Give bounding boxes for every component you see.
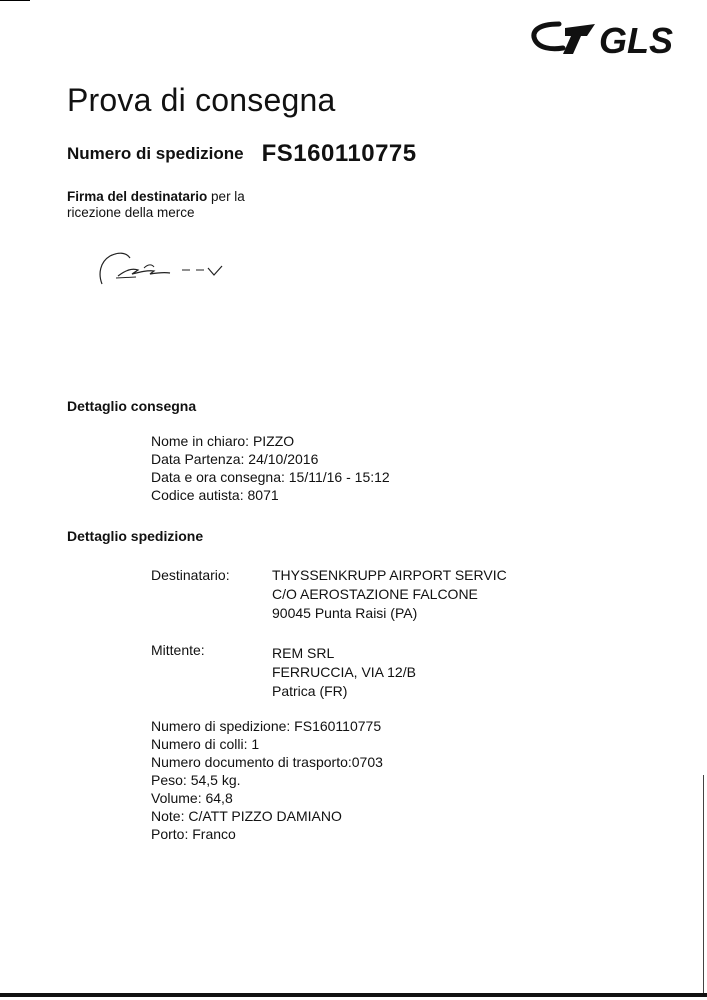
signature-label-rest: per la (207, 189, 245, 204)
sender-address (272, 644, 416, 701)
sender-line: FERRUCCIA, VIA 12/B (272, 664, 416, 680)
shipment-number-value: FS160110775 (261, 140, 417, 167)
signature-image (92, 240, 232, 288)
transport-document-row: Numero documento di trasporto:0703 (151, 754, 383, 770)
departure-date-row (151, 450, 390, 468)
delivery-details-heading: Dettaglio consegna (67, 398, 197, 414)
gls-logo-mark (529, 16, 689, 60)
sender-line: REM SRL (272, 645, 335, 661)
gls-logo-text: GLS (599, 20, 674, 60)
recipient-label: Destinatario: (151, 567, 230, 583)
shipment-number-label: Numero di spedizione (67, 144, 244, 163)
top-edge-line (0, 0, 30, 1)
delivery-datetime-value: 15/11/16 - 15:12 (288, 469, 390, 485)
shipment-number-header (67, 140, 417, 168)
driver-code-label: Codice autista: (151, 487, 244, 503)
driver-code-row (151, 486, 390, 504)
departure-date-label: Data Partenza: (151, 451, 245, 467)
delivery-name-label: Nome in chiaro: (151, 433, 250, 449)
page-title: Prova di consegna (67, 82, 336, 118)
shipment-details-heading: Dettaglio spedizione (67, 528, 204, 544)
shipment-number-row: Numero di spedizione: FS160110775 (151, 718, 382, 734)
weight-row: Peso: 54,5 kg. (151, 772, 241, 788)
recipient-line: 90045 Punta Raisi (PA) (272, 605, 418, 621)
departure-date-value: 24/10/2016 (248, 451, 319, 467)
sender-label: Mittente: (151, 642, 205, 658)
delivery-name-value: PIZZO (252, 433, 295, 449)
recipient-address (272, 566, 507, 623)
delivery-details (151, 432, 390, 504)
right-edge-line (703, 775, 704, 993)
recipient-line: C/O AEROSTAZIONE FALCONE (272, 586, 478, 602)
delivery-name-row (151, 432, 390, 450)
shipment-extra-details (151, 717, 383, 843)
sender-line: Patrica (FR) (272, 683, 348, 699)
signature-label-line-2: ricezione della merce (67, 205, 195, 220)
bottom-edge-line (0, 993, 707, 997)
signature-label (67, 189, 245, 221)
delivery-datetime-row (151, 468, 390, 486)
gls-logo (529, 16, 689, 60)
packages-count-row: Numero di colli: 1 (151, 736, 260, 752)
driver-code-value: 8071 (247, 487, 279, 503)
volume-row: Volume: 64,8 (151, 790, 233, 806)
delivery-datetime-label: Data e ora consegna: (151, 469, 285, 485)
carriage-row: Porto: Franco (151, 826, 236, 842)
signature-label-bold: Firma del destinatario (67, 189, 208, 204)
recipient-line: THYSSENKRUPP AIRPORT SERVIC (272, 567, 507, 583)
notes-row: Note: C/ATT PIZZO DAMIANO (151, 808, 342, 824)
